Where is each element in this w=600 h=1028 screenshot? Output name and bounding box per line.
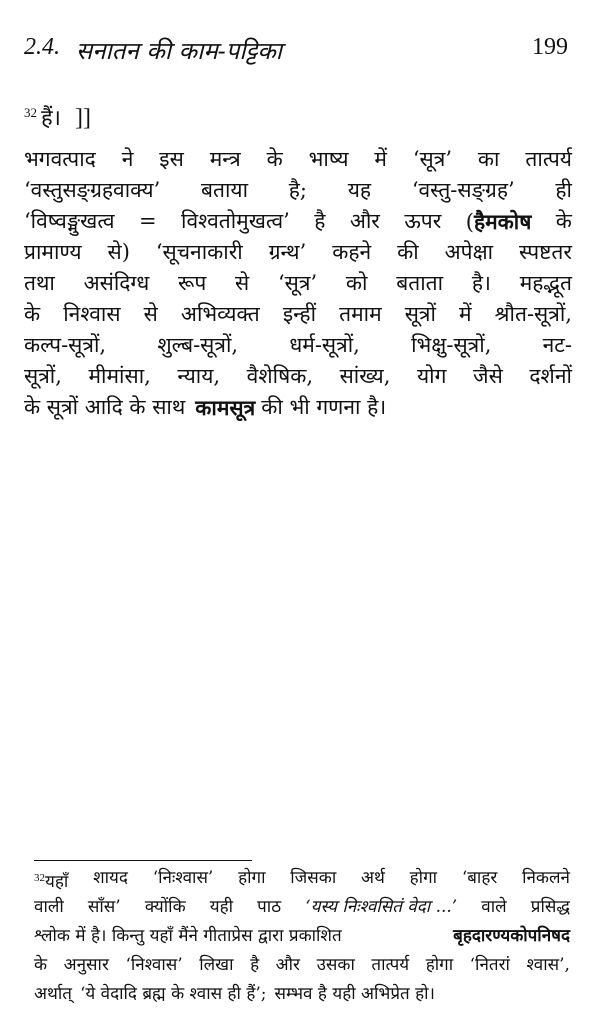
word: अर्थ <box>361 868 385 888</box>
bold-term: बृहदारण्यकोपनिषद <box>453 926 570 946</box>
word: है। <box>471 271 491 295</box>
word: स्पष्टतर <box>519 240 572 264</box>
footnote-line <box>34 980 570 1009</box>
word: सांख्य, <box>339 364 391 388</box>
word: है; <box>288 178 307 202</box>
word: की भी गणना है। <box>261 395 387 419</box>
word: ‘सूत्र’ <box>278 271 318 295</box>
paren: ( <box>465 210 474 234</box>
section-number: 2.4. <box>24 34 60 60</box>
word: सूत्रों <box>404 302 436 326</box>
footnote-marker: 32 <box>34 872 45 884</box>
word: को <box>345 271 368 295</box>
word: वाली <box>34 897 64 917</box>
word: ‘वस्तु-सङ्ग्रह’ <box>411 178 515 202</box>
word: महद्भूत <box>519 271 572 295</box>
word: वैशेषिक, <box>246 364 314 388</box>
word: अनुसार <box>63 955 109 975</box>
footnote-continuation <box>24 102 91 132</box>
word: ‘विष्वङ्मुखत्व <box>24 209 115 233</box>
word: ‘नितरां <box>469 955 510 975</box>
footnote <box>34 864 570 1009</box>
bold-term: हैमकोष <box>473 209 532 234</box>
paragraph-line <box>24 330 572 361</box>
footnote-marker: 32 <box>24 105 37 120</box>
word: का <box>477 147 500 171</box>
word: इन्हीं <box>282 302 317 326</box>
paragraph-line <box>24 392 572 423</box>
word: शुल्ब-सूत्रों, <box>157 333 239 357</box>
word: ही <box>555 178 572 202</box>
page-number: 199 <box>532 34 568 60</box>
word: भगवत्पाद <box>24 147 96 171</box>
word: क्योंकि <box>144 897 186 917</box>
word: भाष्य <box>308 147 349 171</box>
word: ‘निःश्वास’ <box>152 868 214 888</box>
paragraph-line <box>24 206 572 237</box>
word: है <box>250 955 260 975</box>
footnote-line <box>34 922 570 951</box>
word: कल्प-सूत्रों, <box>24 333 107 357</box>
word: प्रसिद्ध <box>530 897 570 917</box>
word: बताया <box>201 178 249 202</box>
word: लिखा <box>199 955 234 975</box>
word: और <box>275 955 301 975</box>
word: दर्शनों <box>529 364 572 388</box>
word: श्लोक में है। किन्तु यहाँ मैंने गीताप्रेस द्वारा प्रकाशित <box>34 926 342 946</box>
word: मन्त्र <box>209 147 241 171</box>
word: से <box>143 302 158 326</box>
word: के सूत्रों आदि के साथ <box>24 395 186 419</box>
footnote-line <box>34 864 570 893</box>
paragraph-line <box>24 268 572 299</box>
word: यही <box>209 897 234 917</box>
word: कहने <box>332 240 372 264</box>
word: साँस’ <box>87 897 121 917</box>
word: बताता <box>396 271 444 295</box>
footnote-line <box>34 893 570 922</box>
word: के <box>34 955 48 975</box>
word: तात्पर्य <box>525 147 572 171</box>
footnote-rule <box>34 860 252 861</box>
paragraph-line <box>24 237 572 268</box>
word: के <box>24 302 41 326</box>
word: और <box>349 209 380 233</box>
word: उसका <box>316 955 355 975</box>
word: से <box>235 271 250 295</box>
word: पाठ <box>257 897 282 917</box>
word: की <box>397 240 419 264</box>
word: में <box>374 147 387 171</box>
word: अभिव्यक्त <box>180 302 260 326</box>
word: ‘बाहर <box>461 868 498 888</box>
word: अर्थात् <box>34 984 72 1004</box>
word: न्याय, <box>177 364 221 388</box>
section-title: सनातन की काम-पट्टिका <box>76 37 283 65</box>
word: निकलने <box>522 868 570 888</box>
word-group <box>466 206 532 237</box>
footnote-line <box>34 951 570 980</box>
word: रूप <box>178 271 207 295</box>
word: तात्पर्य <box>371 955 410 975</box>
word-group <box>34 864 68 893</box>
paragraph-line <box>24 144 572 175</box>
word: है <box>314 209 326 233</box>
footnote-continuation-text: हैं। <box>41 106 62 131</box>
word: अपेक्षा <box>444 240 494 264</box>
body-paragraph <box>24 144 572 423</box>
word: के <box>266 147 283 171</box>
word: ‘सूचनाकारी <box>155 240 243 264</box>
word: योग <box>416 364 447 388</box>
word: सूत्रों, <box>24 364 62 388</box>
word: ऊपर <box>404 209 442 233</box>
word: मीमांसा, <box>88 364 151 388</box>
word: ‘निश्वास’ <box>125 955 183 975</box>
word: में <box>459 302 472 326</box>
paragraph-line <box>24 175 572 206</box>
word: जिसका <box>290 868 337 888</box>
word: सम्भव है यही अभिप्रेत हो। <box>274 984 436 1004</box>
word: तमाम <box>339 302 382 326</box>
word: ‘वस्तुसङ्ग्रहवाक्य’ <box>24 178 161 202</box>
word: श्रौत-सूत्रों, <box>494 302 572 326</box>
word: = <box>139 209 157 233</box>
word: इस <box>159 147 184 171</box>
word: निश्वास <box>63 302 121 326</box>
word: होगा <box>238 868 266 888</box>
word: वाले <box>481 897 507 917</box>
word: नट- <box>542 333 572 357</box>
word: ‘ये वेदादि ब्रह्म के श्वास ही हैं’; <box>79 984 267 1004</box>
paragraph-line <box>24 299 572 330</box>
word: शायद <box>93 868 128 888</box>
word: होगा <box>425 955 454 975</box>
paragraph-line <box>24 361 572 392</box>
running-head <box>24 34 568 68</box>
word: के <box>555 209 572 233</box>
word: भिक्षु-सूत्रों, <box>411 333 492 357</box>
word: यहाँ <box>45 872 69 892</box>
word: ‘सूत्र’ <box>412 147 453 171</box>
end-mark: ]] <box>75 105 92 131</box>
italic-quote: ‘यस्य निःश्वसितं वेदा ...’ <box>305 897 458 917</box>
word: श्वास’, <box>526 955 570 975</box>
word: धर्म-सूत्रों, <box>289 333 360 357</box>
bold-term: कामसूत्र <box>195 395 256 420</box>
word: ने <box>121 147 134 171</box>
word: जैसे <box>473 364 503 388</box>
word: से) <box>107 240 130 264</box>
word: प्रामाण्य <box>24 240 82 264</box>
word: ग्रन्थ’ <box>268 240 307 264</box>
word: तथा <box>24 271 55 295</box>
word: होगा <box>409 868 438 888</box>
word: असंदिग्ध <box>83 271 150 295</box>
word: विश्वतोमुखत्व’ <box>181 209 290 233</box>
word: यह <box>347 178 372 202</box>
